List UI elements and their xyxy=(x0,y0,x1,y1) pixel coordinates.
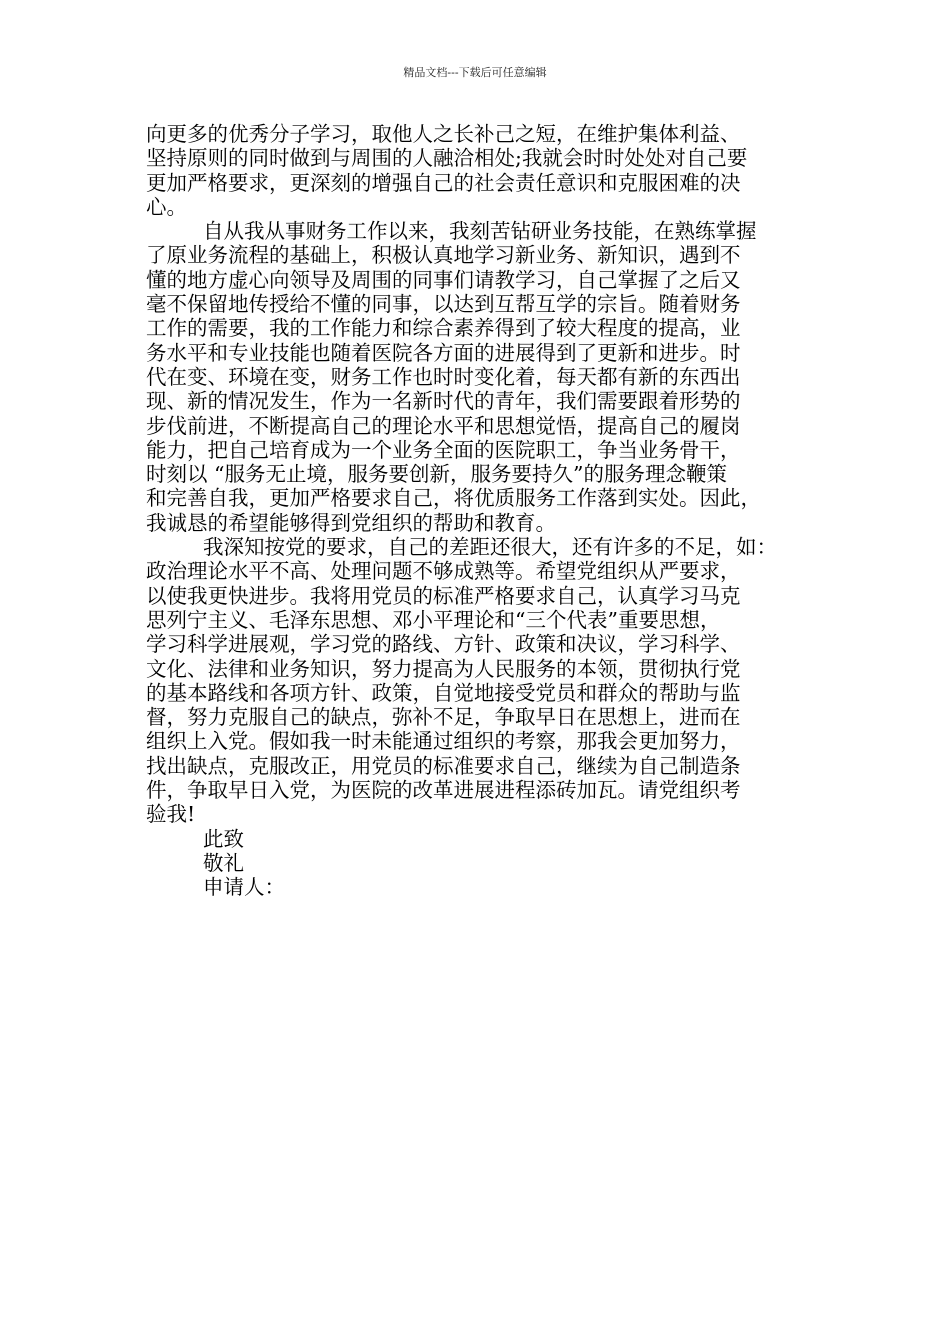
text-line: 的基本路线和各项方针、政策，自觉地接受党员和群众的帮助与监 xyxy=(146,680,741,705)
text-line: 懂的地方虚心向领导及周围的同事们请教学习，自己掌握了之后又 xyxy=(146,267,741,292)
text-line: 时刻以 “服务无止境，服务要创新，服务要持久”的服务理念鞭策 xyxy=(146,462,727,487)
text-line: 能力，把自己培育成为一个业务全面的医院职工，争当业务骨干， xyxy=(146,437,741,462)
text-line: 坚持原则的同时做到与周围的人融洽相处;我就会时时处处对自己要 xyxy=(146,146,748,171)
text-line: 更加严格要求，更深刻的增强自己的社会责任意识和克服困难的决 xyxy=(146,170,741,195)
document-body xyxy=(146,122,818,900)
text-line: 工作的需要，我的工作能力和综合素养得到了较大程度的提高，业 xyxy=(146,316,741,341)
text-line: 学习科学进展观，学习党的路线、方针、政策和决议，学习科学、 xyxy=(146,632,741,657)
text-line: 找出缺点，克服改正，用党员的标准要求自己，继续为自己制造条 xyxy=(146,753,741,778)
text-line: 以使我更快进步。我将用党员的标准严格要求自己，认真学习马克 xyxy=(146,583,741,608)
applicant-line: 申请人： xyxy=(203,875,285,900)
text-line: 代在变、环境在变，财务工作也时时变化着，每天都有新的东西出 xyxy=(146,364,741,389)
paragraph-start-line: 自从我从事财务工作以来，我刻苦钻研业务技能，在熟练掌握 xyxy=(203,219,757,244)
text-line: 我诚恳的希望能够得到党组织的帮助和教育。 xyxy=(146,510,556,535)
text-line: 现、新的情况发生，作为一名新时代的青年，我们需要跟着形势的 xyxy=(146,389,741,414)
salutation-line: 敬礼 xyxy=(203,850,244,875)
text-line: 件，争取早日入党，为医院的改革进展进程添砖加瓦。请党组织考 xyxy=(146,778,741,803)
text-line: 务水平和专业技能也随着医院各方面的进展得到了更新和进步。时 xyxy=(146,340,741,365)
text-line: 组织上入党。假如我一时未能通过组织的考察，那我会更加努力， xyxy=(146,729,741,754)
text-line: 思列宁主义、毛泽东思想、邓小平理论和“三个代表”重要思想， xyxy=(146,607,721,632)
text-line: 了原业务流程的基础上，积极认真地学习新业务、新知识，遇到不 xyxy=(146,243,741,268)
text-line: 政治理论水平不高、处理问题不够成熟等。希望党组织从严要求， xyxy=(146,559,741,584)
text-line: 文化、法律和业务知识，努力提高为人民服务的本领，贯彻执行党 xyxy=(146,656,741,681)
text-line: 督，努力克服自己的缺点，弥补不足，争取早日在思想上，进而在 xyxy=(146,705,741,730)
text-line: 验我! xyxy=(146,802,196,827)
closing-line: 此致 xyxy=(203,826,244,851)
paragraph-start-line: 我深知按党的要求，自己的差距还很大，还有许多的不足，如： xyxy=(203,535,777,560)
text-line: 和完善自我，更加严格要求自己，将优质服务工作落到实处。因此， xyxy=(146,486,761,511)
page-header: 精品文档---下载后可任意编辑 xyxy=(403,66,547,79)
text-line: 步伐前进，不断提高自己的理论水平和思想觉悟，提高自己的履岗 xyxy=(146,413,741,438)
text-line: 心。 xyxy=(146,194,187,219)
text-line: 向更多的优秀分子学习，取他人之长补己之短，在维护集体利益、 xyxy=(146,122,741,146)
text-line: 毫不保留地传授给不懂的同事，以达到互帮互学的宗旨。随着财务 xyxy=(146,292,741,317)
